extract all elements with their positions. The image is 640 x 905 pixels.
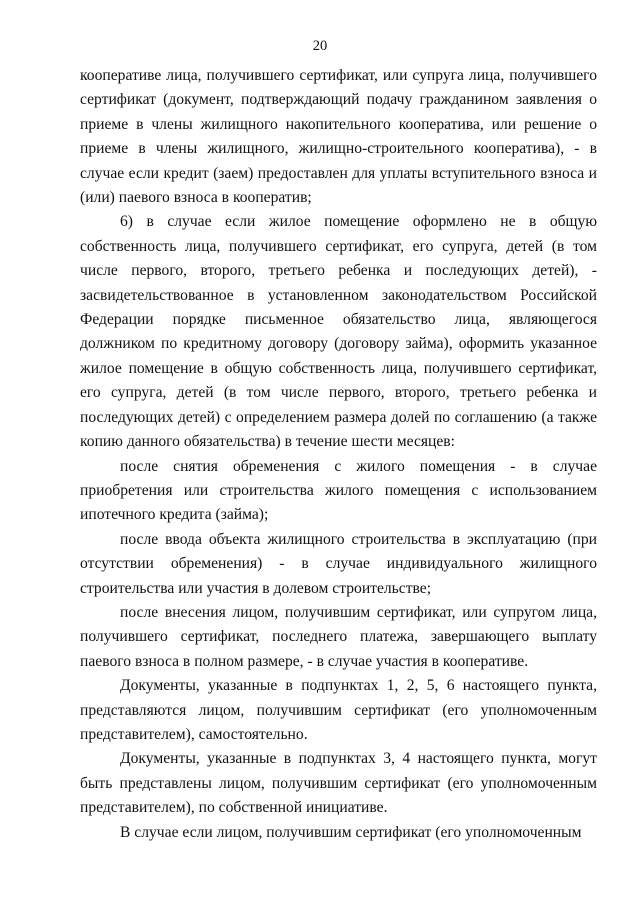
paragraph-after-encumbrance-removal: после снятия обременения с жилого помещения - в случае приобретения или строительства жилого помещения с использованием ипотечного кредита (займа); xyxy=(80,457,597,524)
paragraph-documents-independently: Документы, указанные в подпунктах 1, 2, 5, 6 настоящего пункта, представляются лицом, получившим сертификат (его уполномоченным представителем), самостоятельно. xyxy=(80,677,597,743)
paragraph-cooperative-document: кооперативе лица, получившего сертификат, или супруга лица, получившего сертификат (документ, подтверждающий подачу гражданином заявления о приеме в члены жилищного накопительного кооператива, или решение о приеме в члены жилищного, жилищно-строительного кооператива), - в случае если кредит (заем) предоставлен для уплаты вступительного взноса и (или) паевого взноса в кооператив; xyxy=(80,67,597,207)
paragraph-continuation: В случае если лицом, получившим сертификат (его уполномоченным xyxy=(120,823,582,841)
paragraph-after-final-payment: после внесения лицом, получившим сертификат, или супругом лица, получившего сертификат, последнего платежа, завершающего выплату паевого взноса в полном размере, - в случае участия в кооперативе. xyxy=(80,603,597,670)
paragraph-after-commissioning: после ввода объекта жилищного строительства в эксплуатацию (при отсутствии обременения) - в случае индивидуального жилищного строительства или участия в долевом строительстве; xyxy=(80,530,597,597)
page-number: 20 xyxy=(312,38,328,54)
paragraph-documents-own-initiative: Документы, указанные в подпунктах 3, 4 настоящего пункта, могут быть представлены лицом, получившим сертификат (его уполномоченным представителем), по собственной инициативе. xyxy=(80,750,597,817)
paragraph-item-6: 6) в случае если жилое помещение оформлено не в общую собственность лица, получившего сертификат, его супруга, детей (в том числе первого, второго, третьего ребенка и последующих детей), - засвидетельствованное в установленном законодательством Российской Федерации порядке письменное обязательство лица, являющегося должником по кредитному договору (договору займа), оформить указанное жилое помещение в общую собственность лица, получившего сертификат, его супруга, детей (в том числе первого, второго, третьего ребенка и последующих детей) с определением размера долей по соглашению (а также копию данного обязательства) в течение шести месяцев: xyxy=(80,213,597,451)
document-body xyxy=(80,64,597,845)
